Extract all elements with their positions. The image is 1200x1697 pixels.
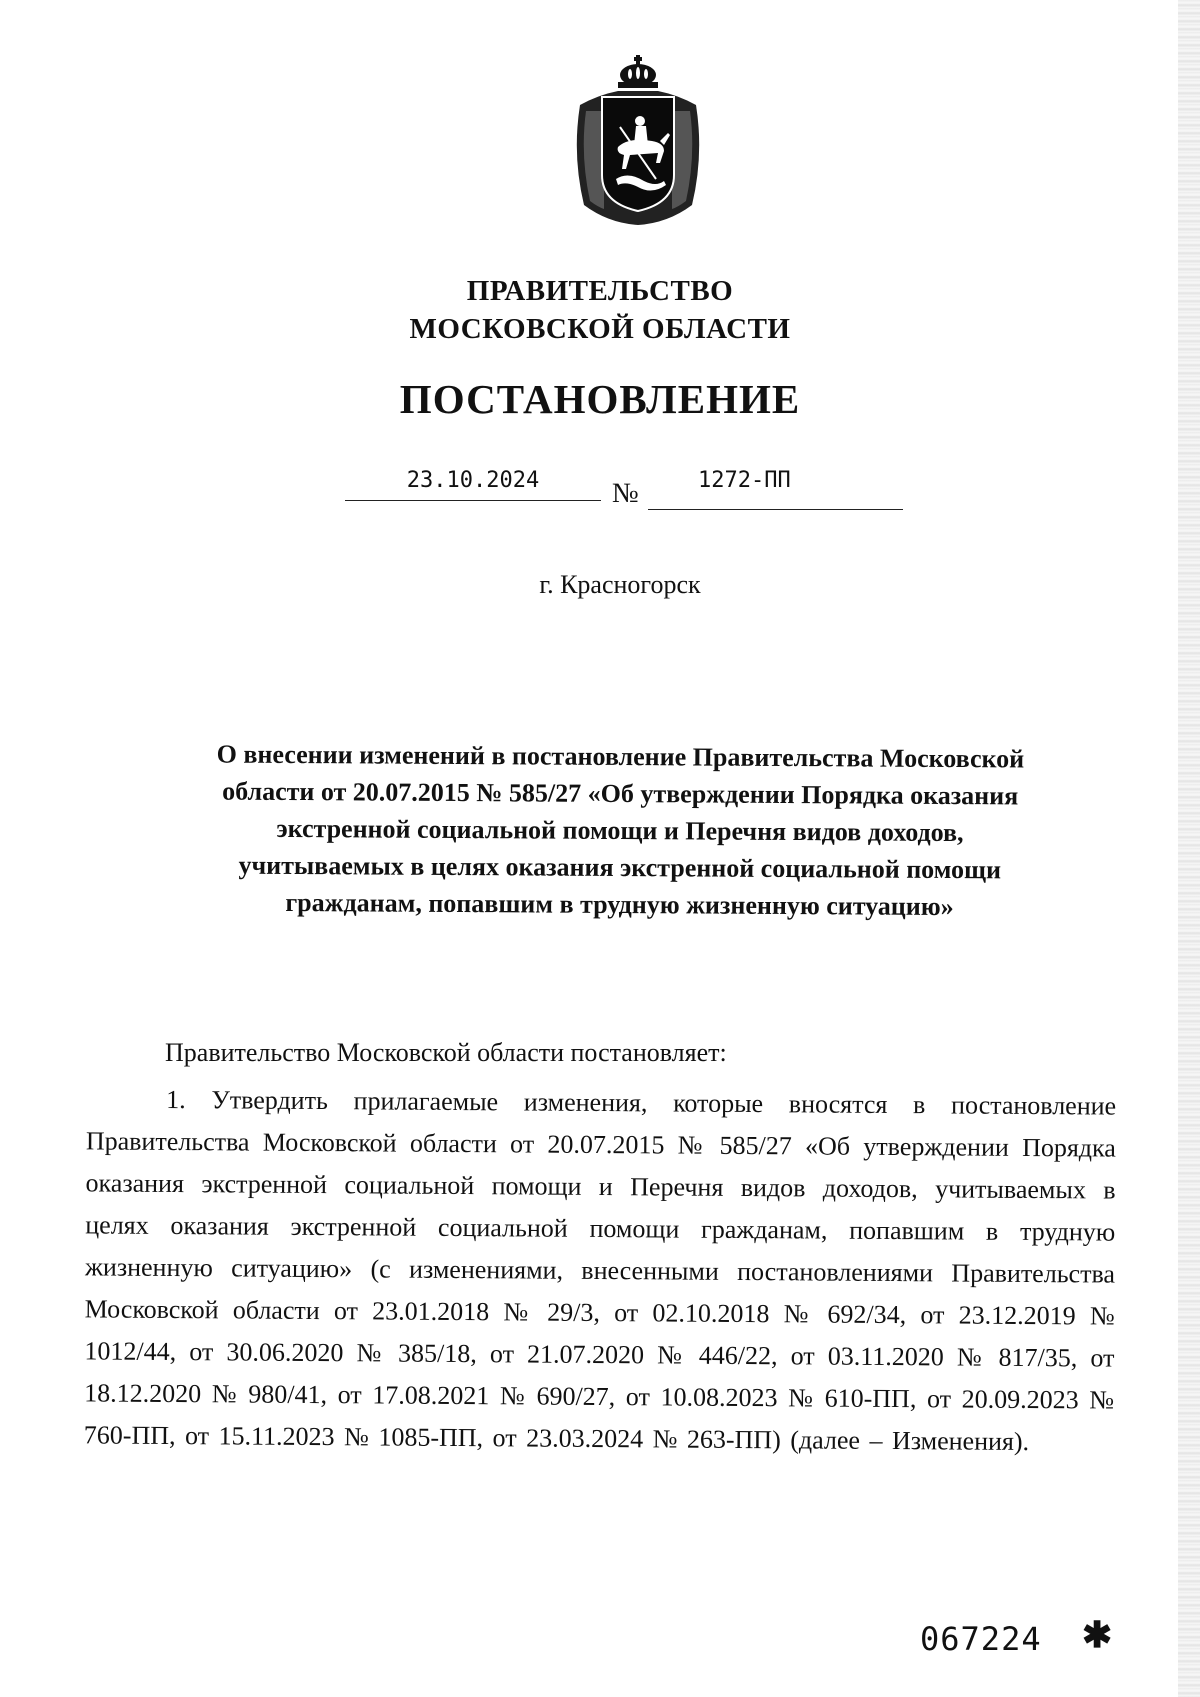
document-type-title: ПОСТАНОВЛЕНИЕ: [399, 376, 801, 422]
document-number: 1272-ПП: [648, 468, 903, 510]
document-date: 23.10.2024: [345, 468, 601, 501]
number-sign: №: [612, 478, 639, 509]
document-subject-title: О внесении изменений в постановление Правительства Московской области от 20.07.2015 № 585/27 «Об утверждении Порядка оказания экстренной социальной помощи и Перечня видов доходов, учитываемых в целях оказания экстренной социальной помощи гражданам, попавшим в трудную жизненную ситуацию»: [216, 739, 1025, 922]
issue-city: г. Красногорск: [539, 570, 701, 599]
organization-name-line1: ПРАВИТЕЛЬСТВО: [466, 275, 734, 307]
coat-of-arms-emblem: [568, 55, 708, 227]
asterisk-mark-icon: ✱: [1082, 1615, 1113, 1655]
scan-edge: [1178, 0, 1200, 1697]
organization-name-line2: МОСКОВСКОЙ ОБЛАСТИ: [409, 313, 791, 345]
serial-number-stamp: 067224: [920, 1620, 1042, 1658]
resolution-intro: Правительство Московской области постановляет:: [165, 1038, 727, 1067]
resolution-paragraph-1: 1. Утвердить прилагаемые изменения, которые вносятся в постановление Правительства Московской области от 20.07.2015 № 585/27 «Об утверждении Порядка оказания экстренной социальной помощи и Перечня видов доходов, учитываемых в целях оказания экстренной социальной помощи гражданам, попавшим в трудную жизненную ситуацию» (с изменениями, внесенными постановлениями Правительства Московской области от 23.01.2018 № 29/3, от 02.10.2018 № 692/34, от 23.12.2019 № 1012/44, от 30.06.2020 № 385/18, от 21.07.2020 № 446/22, от 03.11.2020 № 817/35, от 18.12.2020 № 980/41, от 17.08.2021 № 690/27, от 10.08.2023 № 610-ПП, от 20.09.2023 № 760-ПП, от 15.11.2023 № 1085-ПП, от 23.03.2024 № 263-ПП) (далее – Изменения).: [83, 1084, 1117, 1456]
